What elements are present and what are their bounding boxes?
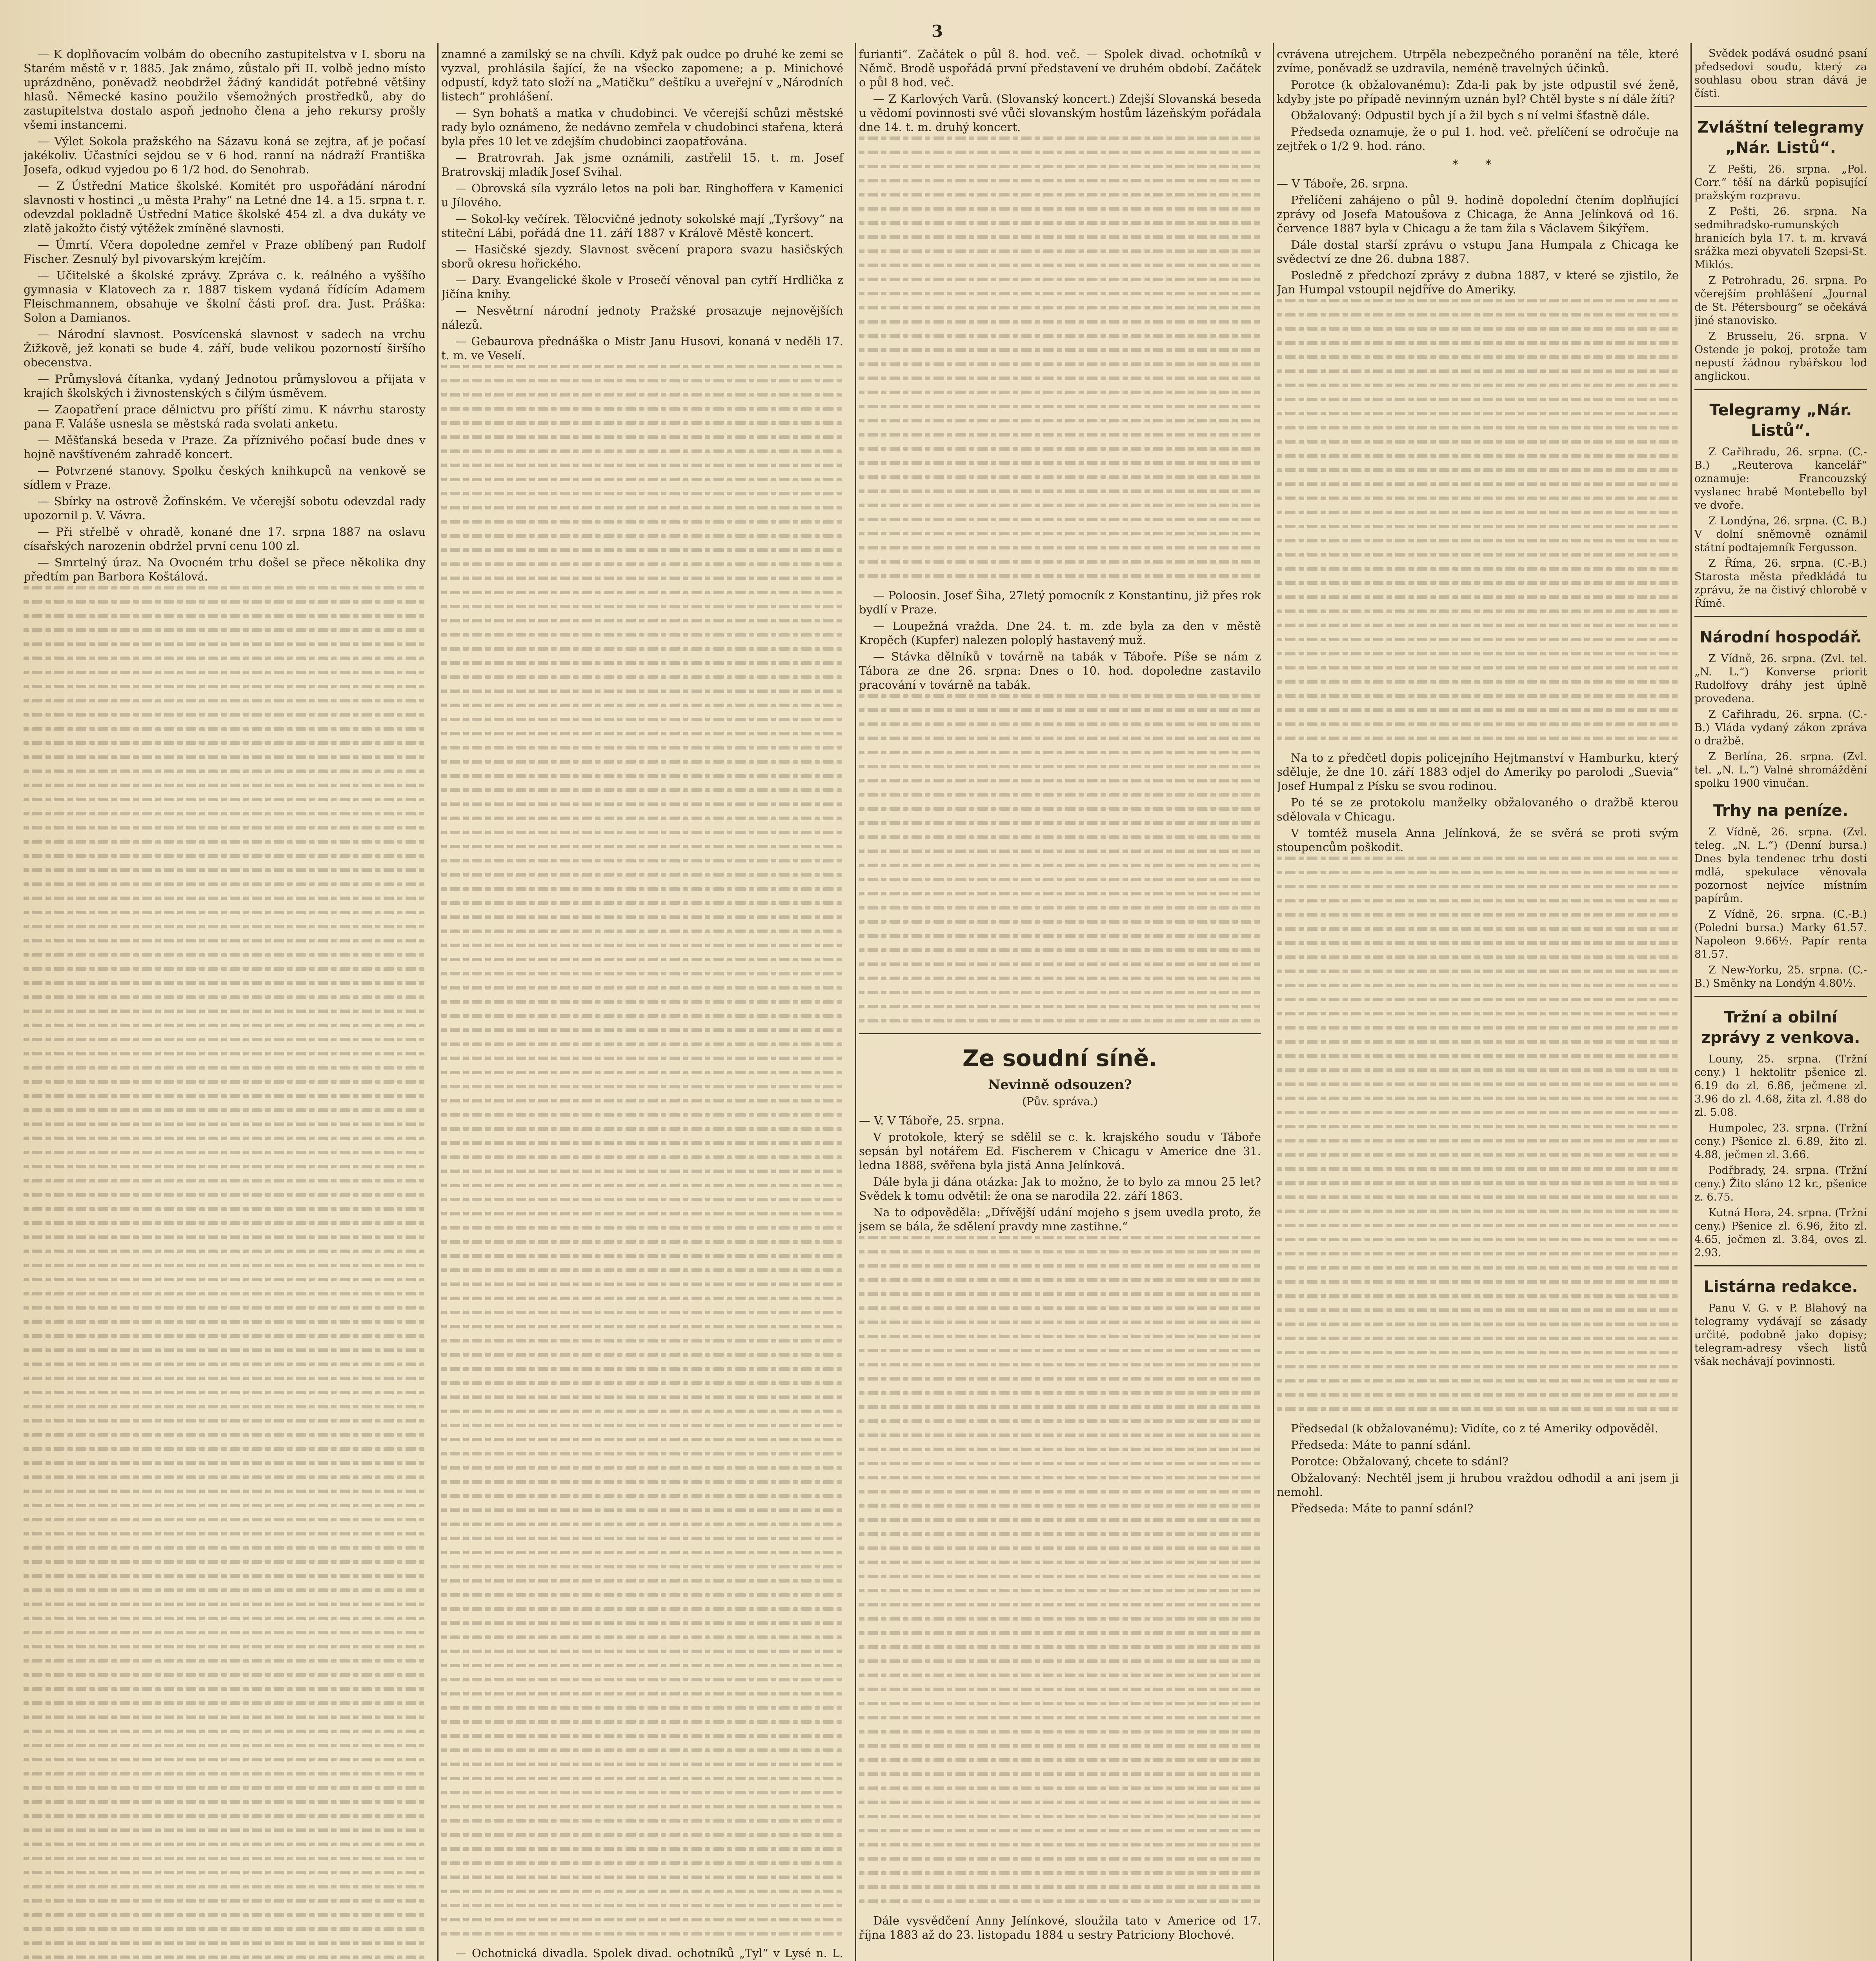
article-paragraph: Přelíčení zahájeno o půl 9. hodině dopolední čtením doplňující zprávy od Josefa Matoušova z Chicaga, že Anna Jelínková od 16. července 1887 byla v Chicagu a že tam žila s Václavem Šikýřem. xyxy=(1277,193,1679,235)
article-paragraph: — Syn bohatš a matka v chudobinci. Ve včerejší schůzi městské rady bylo oznámeno, že nedávno zemřela v chudobinci stařena, která byla přes 10 let ve zdejším chudobinci zaopatřována. xyxy=(441,106,843,148)
article-paragraph: — Hasičské sjezdy. Slavnost svěcení prapora svazu hasičských sborů okresu hořického. xyxy=(441,243,843,270)
column-4 xyxy=(1277,47,1687,1961)
article-paragraph: Na to z předčetl dopis policejního Hejtmanství v Hamburku, který sděluje, že dne 10. září 1883 odjel do Ameriky po parolodi „Suevia“ Josef Humpal z Písku se svou rodinou. xyxy=(1277,751,1679,793)
article-paragraph: — Učitelské a školské zprávy. Zpráva c. k. reálného a vyššího gymnasia v Klatovech za r. 1887 tiskem vydaná řídícím Adamem Fleischmannem, obsahuje ve školní části prof. dra. Just. Práška: Solon a Damianos. xyxy=(24,269,426,324)
section-rule xyxy=(1694,1265,1867,1266)
section-rule xyxy=(1694,106,1867,107)
unreadable-text-lines xyxy=(441,365,843,1936)
section-heading: Zvláštní telegramy „Nár. Listů“. xyxy=(1697,118,1864,157)
article-paragraph: Dále vysvědčení Anny Jelínkové, sloužila tato v Americe od 17. října 1883 až do 23. listopadu 1884 u sestry Patriciony Blochové. xyxy=(859,1914,1261,1941)
article-paragraph: Obžalovaný: Odpustil bych jí a žil bych s ní velmi šťastně dále. xyxy=(1291,109,1650,122)
unreadable-text-lines xyxy=(859,1236,1261,1903)
dateline: — V. V Táboře, 25. srpna. xyxy=(859,1114,1004,1127)
article-paragraph: Předseda oznamuje, že o pul 1. hod. več. přelíčení se odročuje na zejtřek o 1/2 9. hod. ráno. xyxy=(1277,125,1679,153)
column-rule xyxy=(855,43,856,1961)
market-item: Podřbrady, 24. srpna. (Tržní ceny.) Žito sláno 12 kr., pšenice z. 6.75. xyxy=(1694,1164,1867,1203)
column-rule xyxy=(1273,43,1274,1961)
market-item: Z Vídně, 26. srpna. (C.-B.) (Poledni bursa.) Marky 61.57. Napoleon 9.66½. Papír renta 81.57. xyxy=(1694,908,1867,960)
section-heading: Tržní a obilní zprávy z venkova. xyxy=(1701,1008,1860,1047)
article-paragraph: cvrávena utrejchem. Utrpěla nebezpečného poranění na těle, které zvíme, poněvadž se uzdravila, neméně travelných účinků. xyxy=(1277,47,1679,75)
article-paragraph: Dále byla ji dána otázka: Jak to možno, že to bylo za mnou 25 let? Svědek k tomu odvětil: že ona se narodila 22. září 1863. xyxy=(859,1175,1261,1202)
unreadable-text-lines xyxy=(859,694,1261,1022)
article-paragraph: — Průmyslová čítanka, vydaný Jednotou průmyslovou a přijata v krajích školských i živnostenských s čilým úsměvem. xyxy=(24,372,426,400)
column-5 xyxy=(1694,47,1867,1961)
article-paragraph: Porotce: Obžalovaný, chcete to sdánl? xyxy=(1291,1455,1509,1468)
article-paragraph: — Bratrovrah. Jak jsme oznámili, zastřelil 15. t. m. Josef Bratrovskij mladík Josef Svihal. xyxy=(441,151,843,178)
article-paragraph: — Sokol-ky večírek. Tělocvičné jednoty sokolské mají „Tyršovy“ na stiteční Lábi, pořádá dne 11. září 1887 v Králově Městě koncert. xyxy=(441,212,843,240)
article-paragraph: — Ochotnická divadla. Spolek divad. ochotníků „Tyl“ v Lysé n. L. xyxy=(455,1946,843,1960)
article-paragraph: V protokole, který se sdělil se c. k. krajského soudu v Táboře sepsán byl notářem Ed. Fischerem v Chicagu v Americe dne 31. ledna 1888, svěřena byla jistá Anna Jelínková. xyxy=(859,1130,1261,1172)
article-paragraph: Dále dostal starší zprávu o vstupu Jana Humpala z Chicaga ke svědectví ze dne 26. dubna 1887. xyxy=(1277,238,1679,266)
article-paragraph: — Nesvětrní národní jednoty Pražské prosazuje nejnovějších nálezů. xyxy=(441,304,843,331)
article-paragraph: Posledně z předchozí zprávy z dubna 1887, v které se zjistilo, že Jan Humpal vstoupil nejdříve do Ameriky. xyxy=(1277,269,1679,296)
telegram-item: Z Říma, 26. srpna. (C.-B.) Starosta města předkládá tu zprávu, že na čistivý chlorobě v Římě. xyxy=(1694,557,1867,609)
article-paragraph: furianti“. Začátek o půl 8. hod. več. — Spolek divad. ochotníků v Němč. Brodě uspořádá první představení ve druhém období. Začátek o půl 8 hod. več. xyxy=(859,47,1261,89)
dateline: — V Táboře, 26. srpna. xyxy=(1277,177,1409,190)
article-paragraph: — Sbírky na ostrově Žofínském. Ve včerejší sobotu odevzdal rady upozornil p. V. Vávra. xyxy=(24,495,426,522)
telegram-item: Z Pešti, 26. srpna. Na sedmihradsko-rumunských hranicích byla 17. t. m. krvavá srážka mezi obyvateli Szepsi-St. Miklós. xyxy=(1694,206,1867,271)
editorial-note: Panu V. G. v P. Blahový na telegramy vydávají se zásady určité, podobně jako dopisy; telegram-adresy všech listů však nechávají povinnosti. xyxy=(1694,1302,1867,1368)
unreadable-text-lines xyxy=(1277,299,1679,740)
article-source: (Pův. správa.) xyxy=(1022,1095,1098,1108)
column-2 xyxy=(441,47,851,1961)
article-paragraph: — K doplňovacím volbám do obecního zastupitelstva v I. sboru na Starém městě v r. 1885. Jak známo, zůstalo při II. volbě jedno místo uprázdněno, poněvadž neobdržel žádný kandidát potřebné většiny hlasů. Německé kasino použilo všemožných prostředků, aby do zastupitelstva dostalo aspoň jednoho člena a jeho rekursy prošly všemi instancemi. xyxy=(24,47,426,131)
article-paragraph: — Z Karlových Varů. (Slovanský koncert.) Zdejší Slovanská beseda u vědomí povinnosti své vůči slovanským hostům lázeňským pořádala dne 14. t. m. druhý koncert. xyxy=(859,92,1261,134)
column-rule xyxy=(437,43,439,1961)
article-paragraph: Po té se ze protokolu manželky obžalovaného o dražbě kterou sdělovala v Chicagu. xyxy=(1277,796,1679,823)
article-title: Nevinně odsouzen? xyxy=(988,1077,1132,1093)
unreadable-text-lines xyxy=(24,586,426,1961)
telegram-item: Z Brusselu, 26. srpna. V Ostende je pokoj, protože tam nepustí žádnou rybářskou lod anglickou. xyxy=(1694,330,1867,382)
article-paragraph: znamné a zamilský se na chvíli. Když pak oudce po druhé ke zemi se vyzval, prohlásila šající, že na všecko zapomene; a p. Minichové odpustí, když tato složí na „Matičku“ deštíku a uveřejní v „Národních listech“ prohlášení. xyxy=(441,47,843,103)
article-paragraph: — Obrovská síla vyzrálo letos na poli bar. Ringhoffera v Kamenici u Jílového. xyxy=(441,182,843,209)
article-paragraph: — Gebaurova přednáška o Mistr Janu Husovi, konaná v neděli 17. t. m. ve Veselí. xyxy=(441,335,843,362)
section-stars: * * xyxy=(1452,158,1503,171)
article-paragraph: Porotce (k obžalovanému): Zda-li pak by jste odpustil své ženě, kdyby jste po případě nevinným uznán byl? Chtěl byste s ní dále žíti? xyxy=(1277,78,1679,106)
section-rule xyxy=(1694,389,1867,390)
section-rule xyxy=(1694,996,1867,997)
market-item: Z Vídně, 26. srpna. (Zvl. teleg. „N. L.“) (Denní bursa.) Dnes byla tendenec trhu dosti mdlá, spekulace věnovala pozornost nejvíce místním papírům. xyxy=(1694,826,1867,905)
article-paragraph: Na to odpověděla: „Dřívější udání mojeho s jsem uvedla proto, že jsem se bála, že sdělení pravdy mne zastihne.“ xyxy=(859,1206,1261,1233)
article-paragraph: — Dary. Evangelické škole v Prosečí věnoval pan cytří Hrdlička z Jičína knihy. xyxy=(441,273,843,301)
column-3 xyxy=(859,47,1269,1961)
page-number: 3 xyxy=(931,22,945,41)
article-paragraph: — Zaopatření prace dělnictvu pro příští zimu. K návrhu starosty pana F. Valáše usnesla se městská rada svolati anketu. xyxy=(24,403,426,430)
article-paragraph: Obžalovaný: Nechtěl jsem ji hrubou vraždou odhodil a ani jsem ji nemohl. xyxy=(1277,1471,1679,1499)
market-item: Z New-Yorku, 25. srpna. (C.-B.) Směnky na Londýn 4.80½. xyxy=(1694,964,1867,990)
telegram-item: Z Londýna, 26. srpna. (C. B.) V dolní sněmovně oznámil státní podtajemník Fergusson. xyxy=(1694,515,1867,554)
section-heading: Telegramy „Nár. Listů“. xyxy=(1709,401,1852,440)
column-rule xyxy=(1690,43,1692,1961)
section-heading: Listárna redakce. xyxy=(1703,1278,1858,1296)
article-paragraph: Předseda: Máte to panní sdánl? xyxy=(1291,1502,1474,1515)
article-paragraph: Předsedal (k obžalovanému): Vidíte, co z té Ameriky odpověděl. xyxy=(1291,1422,1658,1435)
column-1 xyxy=(24,47,433,1961)
market-item: Kutná Hora, 24. srpna. (Tržní ceny.) Pšenice zl. 6.96, žito zl. 4.65, ječmen zl. 3.84, oves zl. 2.93. xyxy=(1694,1207,1867,1259)
unreadable-text-lines xyxy=(1277,857,1679,1411)
article-paragraph: — Národní slavnost. Posvícenská slavnost v sadech na vrchu Žižkově, jež konati se bude 4. září, bude velikou pozorností širšího obecenstva. xyxy=(24,327,426,369)
article-paragraph: — Z Ústřední Matice školské. Komitét pro uspořádání národní slavnosti v hostinci „u města Prahy“ na Letné dne 14. a 15. srpna t. r. odevzdal pokladně Ústřední Matice školské 454 zl. a dva dukáty ve zlatě jakožto čistý výtěžek zmíněné slavnosti. xyxy=(24,179,426,235)
article-paragraph: — Měšťanská beseda v Praze. Za příznivého počasí bude dnes v hojně navštíveném zahradě koncert. xyxy=(24,433,426,461)
article-paragraph: — Smrtelný úraz. Na Ovocném trhu došel se přece několika dny předtím pan Barbora Koštálová. xyxy=(24,556,426,583)
market-item: Louny, 25. srpna. (Tržní ceny.) 1 hektolitr pšenice zl. 6.19 do zl. 6.86, ječmene zl. 3.96 do zl. 4.68, žita zl. 4.88 do zl. 5.08. xyxy=(1694,1053,1867,1119)
unreadable-text-lines xyxy=(859,136,1261,578)
article-paragraph: Předseda: Máte to panní sdánl. xyxy=(1291,1438,1471,1452)
article-paragraph: — Výlet Sokola pražského na Sázavu koná se zejtra, ať je počasí jakékoliv. Účastníci sejdou se v 6 hod. ranní na nádraží Františka Josefa, odkud vyjedou po 6 1/2 hod. do Senohrab. xyxy=(24,135,426,176)
article-paragraph: — Poloosin. Josef Šiha, 27letý pomocník z Konstantinu, již přes rok bydlí v Praze. xyxy=(859,589,1261,616)
economy-item: Z Berlína, 26. srpna. (Zvl. tel. „N. L.“) Valné shromáždění spolku 1900 vinučan. xyxy=(1694,751,1867,789)
telegram-item: Z Pešti, 26. srpna. „Pol. Corr.“ těší na dárků popisující pražským rozpravu. xyxy=(1694,163,1867,202)
article-paragraph: — Potvrzené stanovy. Spolku českých knihkupců na venkově se sídlem v Praze. xyxy=(24,464,426,491)
article-paragraph: — Při střelbě v ohradě, konané dne 17. srpna 1887 na oslavu císařských narozenin obdržel první cenu 100 zl. xyxy=(24,525,426,553)
market-item: Humpolec, 23. srpna. (Tržní ceny.) Pšenice zl. 6.89, žito zl. 4.88, ječmen zl. 3.66. xyxy=(1694,1122,1867,1161)
economy-item: Z Vídně, 26. srpna. (Zvl. tel. „N. L.“) Konverse priorit Rudolfovy dráhy jest úplně provedena. xyxy=(1694,653,1867,705)
section-rule xyxy=(1694,616,1867,617)
article-paragraph: — Loupežná vražda. Dne 24. t. m. zde byla za den v městě Kropěch (Kupfer) nalezen poloplý hastavený muž. xyxy=(859,619,1261,647)
section-heading: Trhy na peníze. xyxy=(1713,802,1849,820)
telegram-item: Z Cařihradu, 26. srpna. (C.-B.) „Reuterova kancelář“ oznamuje: Francouzský vyslanec hrabě Montebello byl ve dvoře. xyxy=(1694,446,1867,511)
section-heading: Ze soudní síně. xyxy=(962,1045,1158,1071)
article-paragraph: — Úmrtí. Včera dopoledne zemřel v Praze oblíbený pan Rudolf Fischer. Zesnulý byl pivovarským krejčím. xyxy=(24,238,426,266)
section-rule xyxy=(859,1033,1261,1034)
section-heading: Národní hospodář. xyxy=(1699,628,1862,646)
economy-item: Z Cařihradu, 26. srpna. (C.-B.) Vláda vydaný zákon zpráva o dražbě. xyxy=(1694,708,1867,747)
article-paragraph: V tomtéž musela Anna Jelínková, že se svěrá se proti svým stoupencům poškodit. xyxy=(1277,826,1679,854)
article-paragraph: Svědek podává osudné psaní předsedovi soudu, který za souhlasu obou stran dává je čísti. xyxy=(1694,47,1867,100)
telegram-item: Z Petrohradu, 26. srpna. Po včerejším prohlášení „Journal de St. Pétersbourg“ se očekává jiné stanovisko. xyxy=(1694,275,1867,327)
article-paragraph: — Stávka dělníků v továrně na tabák v Táboře. Píše se nám z Tábora ze dne 26. srpna: Dnes o 10. hod. dopoledne zastavilo pracování v továrně na tabák. xyxy=(859,650,1261,691)
